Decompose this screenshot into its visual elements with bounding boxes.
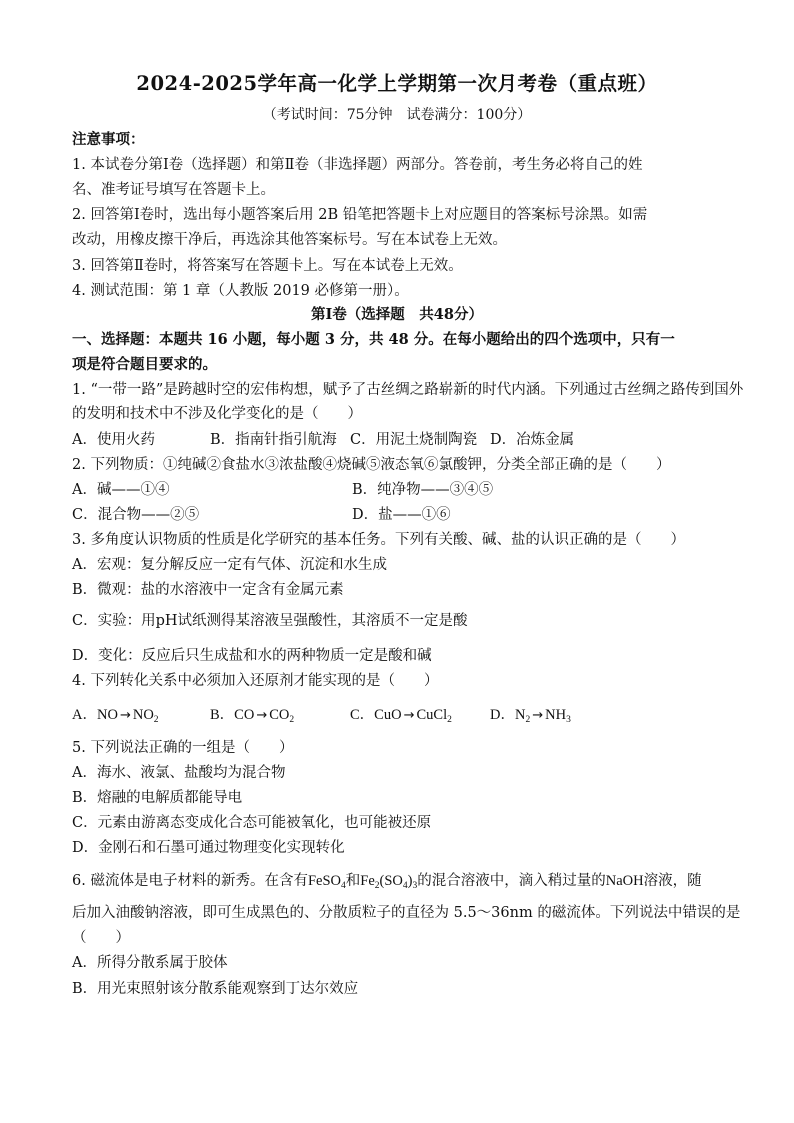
- stem-text: 6. 磁流体是电子材料的新秀。在含有: [72, 873, 308, 889]
- subscript: 3: [566, 715, 571, 725]
- arrow-icon: →: [403, 708, 415, 723]
- subscript: 2: [374, 881, 380, 891]
- question-6-stem: [72, 871, 702, 891]
- formula-fe2so43: [360, 873, 417, 889]
- option-label: B．: [210, 707, 235, 723]
- question-2-option-d: D．盐——①⑥: [352, 507, 451, 523]
- question-5-option-b: B．熔融的电解质都能导电: [72, 790, 243, 806]
- formula-text: ): [407, 873, 413, 889]
- exam-title: 2024-2025学年高一化学上学期第一次月考卷（重点班）: [136, 72, 658, 95]
- notice-line: 名、准考证号填写在答题卡上。: [72, 182, 275, 198]
- formula-reactant: CuO: [374, 707, 402, 723]
- question-1-stem: 1. “一带一路”是跨越时空的宏伟构想，赋予了古丝绸之路崭新的时代内涵。下列通过古丝绸之路传到国外: [72, 382, 744, 398]
- question-1-option-b: B．指南针指引航海: [210, 432, 337, 448]
- formula-text: Fe: [360, 873, 375, 889]
- stem-text: 溶液，随: [643, 873, 702, 889]
- arrow-icon: →: [119, 708, 131, 723]
- subscript: 2: [289, 715, 295, 725]
- question-2-option-b: B．纯净物——③④⑤: [352, 482, 494, 498]
- section-title: 第Ⅰ卷（选择题 共48分）: [311, 306, 483, 323]
- option-label: A．: [72, 707, 97, 723]
- question-4-stem: 4. 下列转化关系中必须加入还原剂才能实现的是（ ）: [72, 673, 439, 689]
- question-3-option-d: D．变化：反应后只生成盐和水的两种物质一定是酸和碱: [72, 648, 432, 664]
- notice-line: 2. 回答第Ⅰ卷时，选出每小题答案后用 2B 铅笔把答题卡上对应题目的答案标号涂黑。如需: [72, 207, 648, 223]
- subscript: 2: [153, 715, 159, 725]
- notice-line: 3. 回答第Ⅱ卷时，将答案写在答题卡上。写在本试卷上无效。: [72, 258, 463, 274]
- question-3-option-c: C．实验：用pH试纸测得某溶液呈强酸性，其溶质不一定是酸: [72, 613, 468, 629]
- question-6-option-b: B．用光束照射该分散系能观察到丁达尔效应: [72, 981, 359, 997]
- question-1-option-c: C．用泥土烧制陶瓷: [350, 432, 478, 448]
- question-5-stem: 5. 下列说法正确的一组是（ ）: [72, 740, 294, 756]
- question-3-stem: 3. 多角度认识物质的性质是化学研究的基本任务。下列有关酸、碱、盐的认识正确的是（ ）: [72, 532, 685, 548]
- formula-text: FeSO: [307, 873, 341, 889]
- question-2-option-c: C．混合物——②⑤: [72, 507, 200, 523]
- subscript: 3: [412, 881, 418, 891]
- formula-product: NH: [545, 707, 567, 723]
- question-6-option-a: A．所得分散系属于胶体: [72, 955, 228, 971]
- part-heading: 项是符合题目要求的。: [72, 356, 217, 373]
- question-1-stem: 的发明和技术中不涉及化学变化的是（ ）: [72, 406, 362, 422]
- option-label: C．: [350, 707, 375, 723]
- question-6-stem: 后加入油酸钠溶液，即可生成黑色的、分散质粒子的直径为 5.5～36nm 的磁流体。下列说法中错误的是: [72, 905, 741, 921]
- formula-product: CO: [269, 707, 290, 723]
- question-3-option-a: A．宏观：复分解反应一定有气体、沉淀和水生成: [72, 557, 387, 573]
- question-5-option-d: D．金刚石和石墨可通过物理变化实现转化: [72, 840, 345, 856]
- question-1-option-d: D．冶炼金属: [490, 432, 575, 448]
- stem-text: 的混合溶液中，滴入稍过量的: [417, 873, 606, 889]
- question-6-stem: （ ）: [72, 930, 130, 946]
- question-1-option-a: A．使用火药: [72, 432, 155, 448]
- formula-naoh: NaOH: [605, 873, 644, 889]
- subscript: 4: [402, 881, 408, 891]
- subscript: 4: [341, 881, 346, 891]
- question-4-option-b: [210, 705, 294, 726]
- notice-line: 改动，用橡皮擦干净后，再选涂其他答案标号。写在本试卷上无效。: [72, 232, 507, 248]
- stem-text: 和: [345, 873, 361, 889]
- subscript: 2: [447, 715, 452, 725]
- question-4-option-c: [350, 705, 452, 726]
- formula-product: NO: [132, 707, 154, 723]
- question-5-option-a: A．海水、液氯、盐酸均为混合物: [72, 765, 286, 781]
- subscript: 2: [525, 715, 531, 725]
- formula-reactant: N: [514, 707, 526, 723]
- question-2-option-a: A．碱——①④: [72, 482, 170, 498]
- arrow-icon: →: [256, 708, 268, 723]
- part-heading: 一、选择题：本题共 16 小题，每小题 3 分，共 48 分。在每小题给出的四个选项中，只有一: [72, 331, 675, 348]
- question-4-option-a: [72, 705, 159, 726]
- option-label: D．: [490, 707, 515, 723]
- notice-heading: 注意事项：: [72, 131, 145, 148]
- formula-reactant: CO: [234, 707, 255, 723]
- notice-line: 4. 测试范围：第 1 章（人教版 2019 必修第一册）。: [72, 283, 409, 299]
- formula-feso4: [308, 873, 346, 889]
- formula-text: (SO: [379, 873, 403, 889]
- formula-product: CuCl: [416, 707, 448, 723]
- question-3-option-b: B．微观：盐的水溶液中一定含有金属元素: [72, 582, 344, 598]
- question-2-stem: 2. 下列物质：①纯碱②食盐水③浓盐酸④烧碱⑤液态氧⑥氯酸钾，分类全部正确的是（ ）: [72, 457, 671, 473]
- question-4-option-d: [490, 705, 571, 726]
- exam-subtitle: （考试时间：75分钟 试卷满分：100分）: [262, 107, 532, 123]
- question-5-option-c: C．元素由游离态变成化合态可能被氧化，也可能被还原: [72, 815, 432, 831]
- arrow-icon: →: [532, 708, 544, 723]
- formula-reactant: NO: [96, 707, 118, 723]
- notice-line: 1. 本试卷分第Ⅰ卷（选择题）和第Ⅱ卷（非选择题）两部分。答卷前，考生务必将自己的姓: [72, 157, 643, 173]
